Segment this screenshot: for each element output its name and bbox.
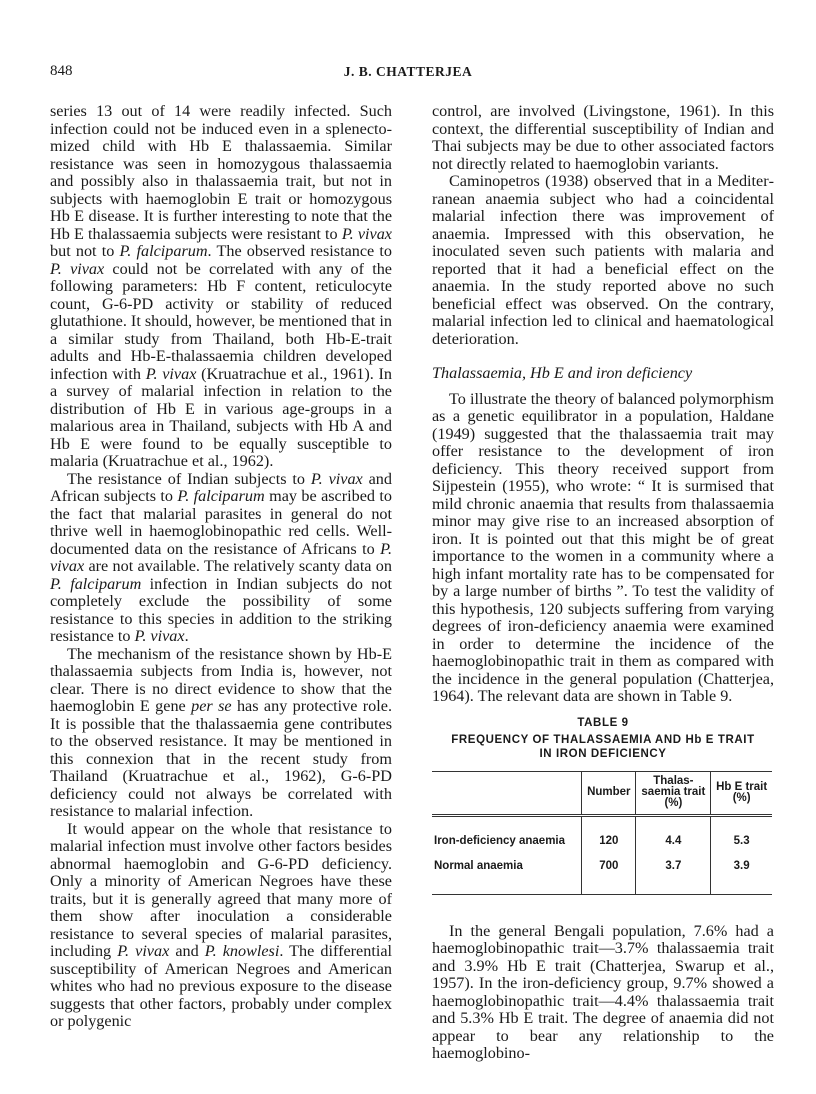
section-heading: Thalassaemia, Hb E and iron deficiency xyxy=(432,364,693,382)
italic-text: P. falciparum xyxy=(50,574,142,593)
paragraph: In the general Bengali population, 7.6% had a haemoglobinopathic trait—3.7% thalassaemia trait and 3.9% Hb E trait (Chatterjea, Swarup et al., 1957). In the iron-deficiency group, 9.7% showed a haemoglobinopathic trait—4.4% thalassaemia trait and 5.3% Hb E trait. The degree of anaemia did not appear to bear any relationship to the haemoglobino- xyxy=(432,921,774,1062)
table-header-row xyxy=(432,771,772,815)
italic-text: P. falciparum xyxy=(119,242,208,260)
cell-hbe-trait: 5.3 xyxy=(711,829,772,855)
italic-text: P. vivax xyxy=(310,469,363,488)
table-row xyxy=(432,829,772,855)
italic-text: P. falciparum xyxy=(177,487,265,505)
row-label: Iron-deficiency anaemia xyxy=(434,834,566,847)
table-caption-line: IN IRON DEFICIENCY xyxy=(539,747,667,760)
table-spacer-row xyxy=(432,815,772,829)
italic-text: P. vivax xyxy=(341,224,392,243)
left-column xyxy=(50,103,392,1031)
table-label: TABLE 9 xyxy=(577,716,629,729)
italic-text: per se xyxy=(191,697,232,715)
table-row xyxy=(432,854,772,894)
italic-text: P. vivax xyxy=(50,259,105,278)
cell-number: 700 xyxy=(582,854,636,894)
cell-hbe-trait: 3.9 xyxy=(711,854,772,894)
paragraph: It would appear on the whole that resistance to malarial infection must involve other factors besides abnormal haemoglobin and G-6-PD deficiency. Only a minority of American Negroes have these traits, but it is generally agreed that many more of them show after inoculation a considerable resistance to several species of malarial parasites, including P. vivax and P. knowlesi. The differential susceptibility of American Negroes and American whites who had no previous exposure to the disease suggests that other factors, probably under complex or polygenic xyxy=(50,819,392,1030)
data-table xyxy=(432,771,772,895)
cell-number: 120 xyxy=(582,829,636,855)
right-column xyxy=(432,103,774,1063)
row-label: Normal anaemia xyxy=(434,860,523,872)
table-header-cell xyxy=(432,771,582,815)
italic-text: P. vivax xyxy=(134,627,185,645)
paragraph: To illustrate the theory of balanced polymorphism as a genetic equilibrator in a population, Haldane (1949) suggested that the thalassaemia trait may offer resistance to the development of iron deficiency. This theory received support from Sijpestein (1955), who wrote: “ It is surmised that mild chronic anaemia that results from thalassaemia minor may give rise to an increased absorption of iron. It is pointed out that this might be of great importance to the women in a community where a high infant mortality rate has to be compensated for by a large number of births ”. To test the validity of this hypothesis, 120 subjects suffering from varying degrees of iron-deficiency anaemia were examined in order to determine the incidence of the haemoglobinopathic trait in them as compared with the incidence in the general population (Chatterjea, 1964). The relevant data are shown in Table 9. xyxy=(432,389,774,705)
table-header-cell: Number xyxy=(582,771,636,815)
table-header-cell: Hb E trait (%) xyxy=(711,771,772,815)
page-number: 848 xyxy=(50,63,73,79)
page-header xyxy=(0,0,816,79)
paragraph: The mechanism of the resistance shown by Hb-E thalassaemia subjects from India is, however, not clear. There is no direct evidence to show that the haemoglobin E gene per se has any protective role. It is possible that the thalassaemia gene contributes to the observed resistance. It may be mentioned in this connexion that in the recent study from Thailand (Kruatrachue et al., 1962), G-6-PD deficiency could not always be correlated with resistance to malarial infection. xyxy=(50,644,392,820)
italic-text: P. vivax xyxy=(117,942,170,960)
table-header-cell: Thalas- saemia trait (%) xyxy=(636,771,711,815)
paragraph: Caminopetros (1938) observed that in a Mediterranean anaemia subject who had a coincidental malarial infection there was improvement of anaemia. Impressed with this observation, he inoculated seven such patients with malaria and reported that it had a beneficial effect on the anaemia. In the study reported above no such beneficial effect was observed. On the contrary, malarial infection led to clinical and haematological deterioration. xyxy=(432,172,774,348)
paragraph: The resistance of Indian subjects to P. vivax and African subjects to P. falciparum may be ascribed to the fact that malarial parasites in general do not thrive well in haemoglobinopathic red cells. Well-documented data on the resistance of Africans to P. vivax are not available. The relatively scanty data on P. falciparum infection in Indian subjects do not completely exclude the possibility of some resistance to this species in addition to the striking resistance to P. vivax. xyxy=(50,469,392,645)
table-caption xyxy=(432,733,774,761)
italic-text: P. vivax xyxy=(145,364,197,383)
cell-thalassaemia-trait: 3.7 xyxy=(636,854,711,894)
italic-text: P. vivax xyxy=(50,539,392,575)
cell-thalassaemia-trait: 4.4 xyxy=(636,829,711,855)
running-head: J. B. CHATTERJEA xyxy=(343,64,473,79)
paragraph: control, are involved (Livingstone, 1961). In this context, the differential susceptibility of Indian and Thai subjects may be due to other associated factors not directly related to haemoglobin variants. xyxy=(432,102,774,173)
paragraph: series 13 out of 14 were readily infected. Such infection could not be induced even in a splenectomized child with Hb E thalassaemia. Similar resistance was seen in homozygous thalassaemia and possibly also in thalassaemia trait, but not in subjects with haemoglobin E trait or homozygous Hb E disease. It is further interesting to note that the Hb E thalassaemia subjects were resistant to P. vivax but not to P. falciparum. The observed resistance to P. vivax could not be correlated with any of the following parameters: Hb F content, reticulocyte count, G-6-PD activity or stability of reduced glutathione. It should, however, be mentioned that in a similar study from Thailand, both Hb-E-trait adults and Hb-E-thalassaemia children developed infection with P. vivax (Kruatrachue et al., 1961). In a survey of malarial infection in relation to the distribution of Hb E in various age-groups in a malarious area in Thailand, subjects with Hb A and Hb E were found to be equally susceptible to malaria (Kruatrachue et al., 1962). xyxy=(50,102,392,470)
table-caption-line: FREQUENCY OF THALASSAEMIA AND Hb E TRAIT xyxy=(451,733,755,746)
italic-text: P. knowlesi xyxy=(204,942,280,960)
